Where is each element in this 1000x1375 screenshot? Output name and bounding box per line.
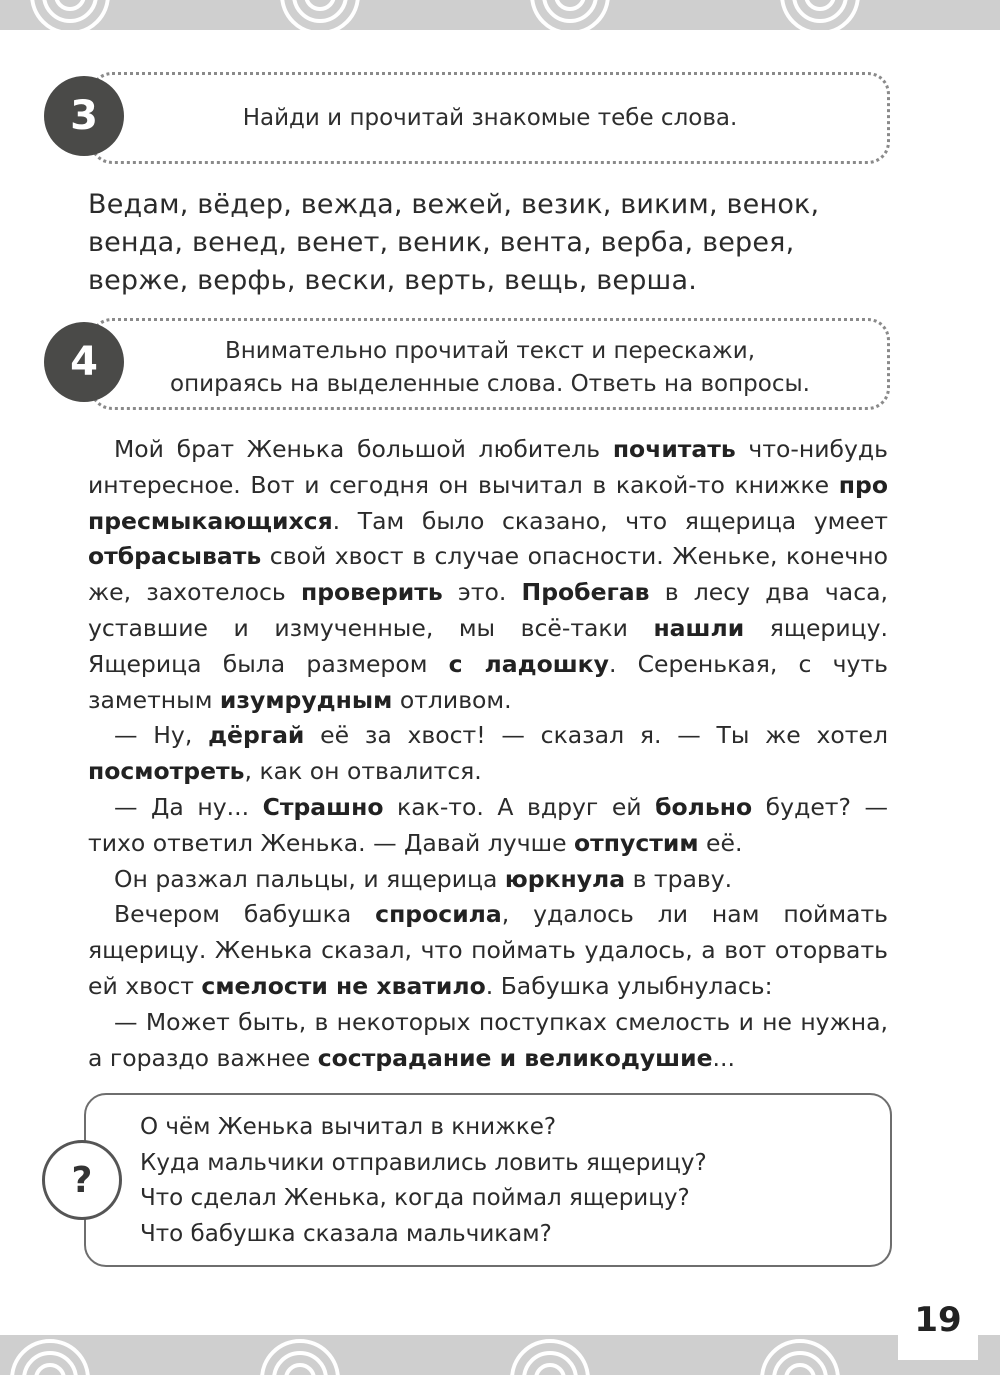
word-list [88,186,888,300]
spiral-pattern-icon [0,1335,1000,1375]
word-list-line: Ведам, вёдер, вежда, вежей, везик, виким, венок, [88,189,820,220]
task-3-instruction: Найди и прочитай знакомые тебе слова. [242,105,738,131]
task-4-instruction-line: опираясь на выделенные слова. Ответь на вопросы. [170,371,810,397]
story-text-span: . Бабушка улыбнулась: [485,971,773,1000]
story-text-span: что-нибудь интересное. Вот и сегодня он вычитал в какой-то книжке [88,435,888,499]
story-paragraph [88,718,888,790]
task-3-instruction-box [90,72,890,164]
story-text-span: как-то. А вдруг ей [383,792,656,821]
top-decorative-band [0,0,1000,30]
highlighted-word: спросила [375,900,502,929]
story-text-span: это. [442,578,522,607]
page-number: 19 [914,1300,962,1340]
questions-list [140,1110,707,1252]
highlighted-word: юркнула [504,864,626,893]
highlighted-word: посмотреть [88,757,245,786]
story-text-span: . Серенькая, с чуть заметным [88,649,888,714]
story-text-span: — Может быть, в некоторых поступках смелость и не нужна, а гораздо важнее [88,1007,888,1072]
task-4-instruction [93,335,887,401]
question-item: О чём Женька вычитал в книжке? [140,1114,557,1140]
story-text-span: в траву. [625,864,733,893]
highlighted-word: Страшно [262,792,384,821]
story-text-span: её за хвост! — сказал я. — Ты же хотел [304,721,888,750]
highlighted-word: почитать [612,435,736,463]
question-item: Что сделал Женька, когда поймал ящерицу? [140,1185,690,1211]
highlighted-word: про пресмыкающихся [88,470,888,535]
story-text-span: Мой брат Женька большой любитель [114,435,613,463]
highlighted-word: Пробегав [521,578,650,607]
highlighted-word: нашли [653,613,745,642]
story-text-span: отливом. [392,685,512,714]
story-text-span: . Там было сказано, что ящерица умеет [332,506,888,535]
story-text-span: будет? — тихо ответил Женька. — Давай лучше [88,792,888,857]
highlighted-word: проверить [300,578,443,607]
spiral-pattern-icon [0,0,1000,30]
bottom-decorative-band [0,1335,1000,1375]
story-text-span: Он разжал пальцы, и ящерица [114,864,505,893]
highlighted-word: отбрасывать [88,542,262,571]
question-mark-icon: ? [42,1140,122,1220]
highlighted-word: больно [655,792,753,821]
highlighted-word: дёргай [208,721,305,750]
story-paragraph [88,1005,888,1077]
story-text-span: её. [698,828,743,857]
story-paragraph [88,897,888,1004]
story-paragraph [88,432,888,718]
story-text-span: Вечером бабушка [114,900,376,929]
story-text-span: — Ну, [114,721,209,750]
story-text-span: , удалось ли нам поймать ящерицу. Женька сказал, что поймать удалось, а вот оторвать ей хвост [88,900,889,1000]
story-text-span: ... [712,1043,735,1072]
story-paragraph [88,790,888,862]
story-text-span: ящерицу. Ящерица была размером [88,613,888,678]
story-text-span: , как он отвалится. [244,757,482,786]
task-4-instruction-box [90,318,890,410]
highlighted-word: изумрудным [219,685,393,714]
story-text [88,432,888,1076]
story-text-span: в лесу два часа, уставшие и измученные, мы всё-таки [88,578,888,642]
question-item: Что бабушка сказала мальчикам? [140,1220,552,1247]
task-4-instruction-line: Внимательно прочитай текст и перескажи, [224,338,756,364]
story-text-span: — Да ну... [114,792,263,821]
highlighted-word: с ладошку [448,649,609,678]
task-4-number-badge: 4 [44,322,124,402]
word-list-line: верже, верфь, вески, верть, вещь, верша. [88,265,697,296]
highlighted-word: смелости не хватило [201,971,486,1000]
story-paragraph [88,862,888,898]
story-text-span: свой хвост в случае опасности. Женьке, конечно же, захотелось [88,542,888,607]
question-item: Куда мальчики отправились ловить ящерицу? [140,1149,707,1176]
highlighted-word: сострадание и великодушие [317,1043,713,1072]
task-3-number-badge: 3 [44,76,124,156]
word-list-line: венда, венед, венет, веник, вента, верба, верея, [88,227,795,258]
highlighted-word: отпустим [574,828,699,857]
